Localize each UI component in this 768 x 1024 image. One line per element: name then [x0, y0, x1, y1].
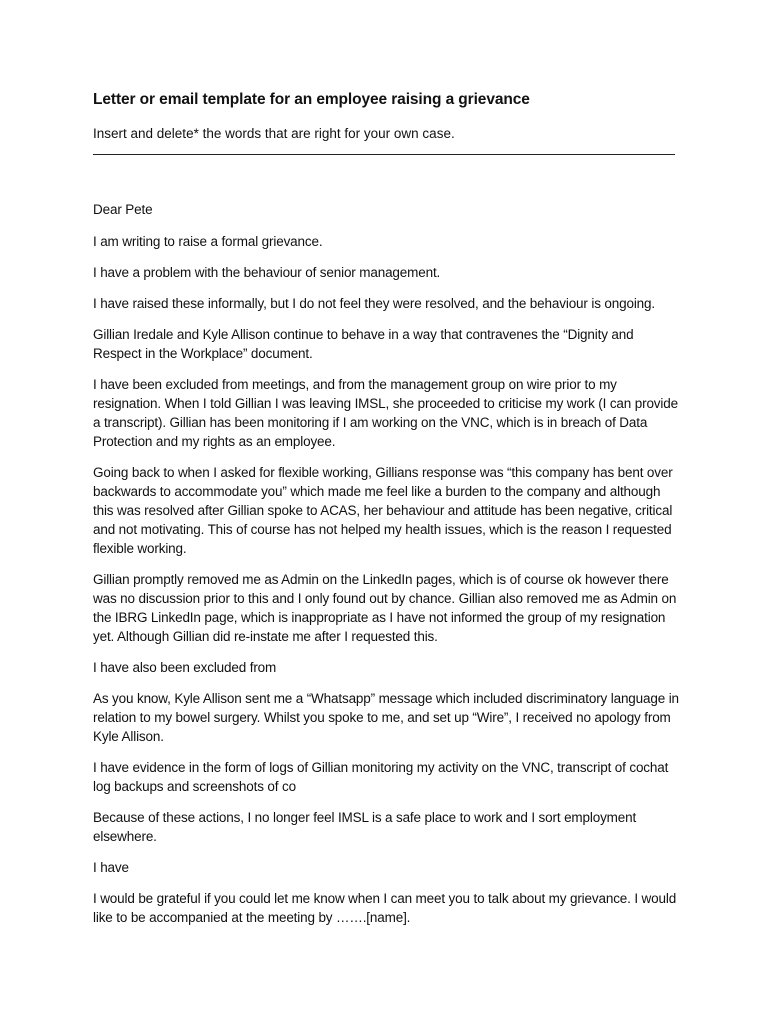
document-title: Letter or email template for an employee raising a grievance: [93, 91, 530, 108]
paragraph-excluded-meetings: I have been excluded from meetings, and from the management group on wire prior to my resignation. When I told Gillian I was leaving IMSL, she proceeded to criticise my work (I can provide a transcript). Gillian has been monitoring if I am working on the VNC, which is in breach of Data Protection and my rights as an employee.: [93, 377, 678, 449]
letter-body: [93, 200, 683, 927]
paragraph-linkedin-admin: Gillian promptly removed me as Admin on the LinkedIn pages, which is of course ok however there was no discussion prior to this and I only found out by chance. Gillian also removed me as Admin on the IBRG LinkedIn page, which is inappropriate as I have not informed the group of my resignation yet. Although Gillian did re-instate me after I requested this.: [93, 572, 677, 644]
paragraph-raised-informally: I have raised these informally, but I do not feel they were resolved, and the behaviour is ongoing.: [93, 296, 655, 311]
paragraph-safe-place: Because of these actions, I no longer feel IMSL is a safe place to work and I sort employment elsewhere.: [93, 810, 637, 844]
divider: [93, 154, 675, 155]
paragraph-problem: I have a problem with the behaviour of senior management.: [93, 265, 441, 280]
paragraph-also-excluded: I have also been excluded from: [93, 660, 277, 675]
paragraph-whatsapp: As you know, Kyle Allison sent me a “Whatsapp” message which included discriminatory language in relation to my bowel surgery. Whilst you spoke to me, and set up “Wire”, I received no apology from Kyle Allison.: [93, 691, 679, 744]
letter-page: [93, 90, 683, 939]
instruction-text: Insert and delete* the words that are right for your own case.: [93, 126, 455, 141]
paragraph-dignity-respect: Gillian Iredale and Kyle Allison continue to behave in a way that contravenes the “Dignity and Respect in the Workplace” document.: [93, 327, 634, 361]
paragraph-meeting-request: I would be grateful if you could let me know when I can meet you to talk about my grievance. I would like to be accompanied at the meeting by …….[name].: [93, 891, 677, 925]
paragraph-formal-grievance: I am writing to raise a formal grievance.: [93, 234, 323, 249]
paragraph-evidence: I have evidence in the form of logs of Gillian monitoring my activity on the VNC, transcript of cochat log backups and screenshots of co: [93, 760, 669, 794]
paragraph-i-have: I have: [93, 860, 129, 875]
greeting: Dear Pete: [93, 202, 153, 217]
paragraph-flexible-working: Going back to when I asked for flexible working, Gillians response was “this company has bent over backwards to accommodate you” which made me feel like a burden to the company and although this was resolved after Gillian spoke to ACAS, her behaviour and attitude has been negative, critical and not motivating. This of course has not helped my health issues, which is the reason I requested flexible working.: [93, 465, 673, 556]
